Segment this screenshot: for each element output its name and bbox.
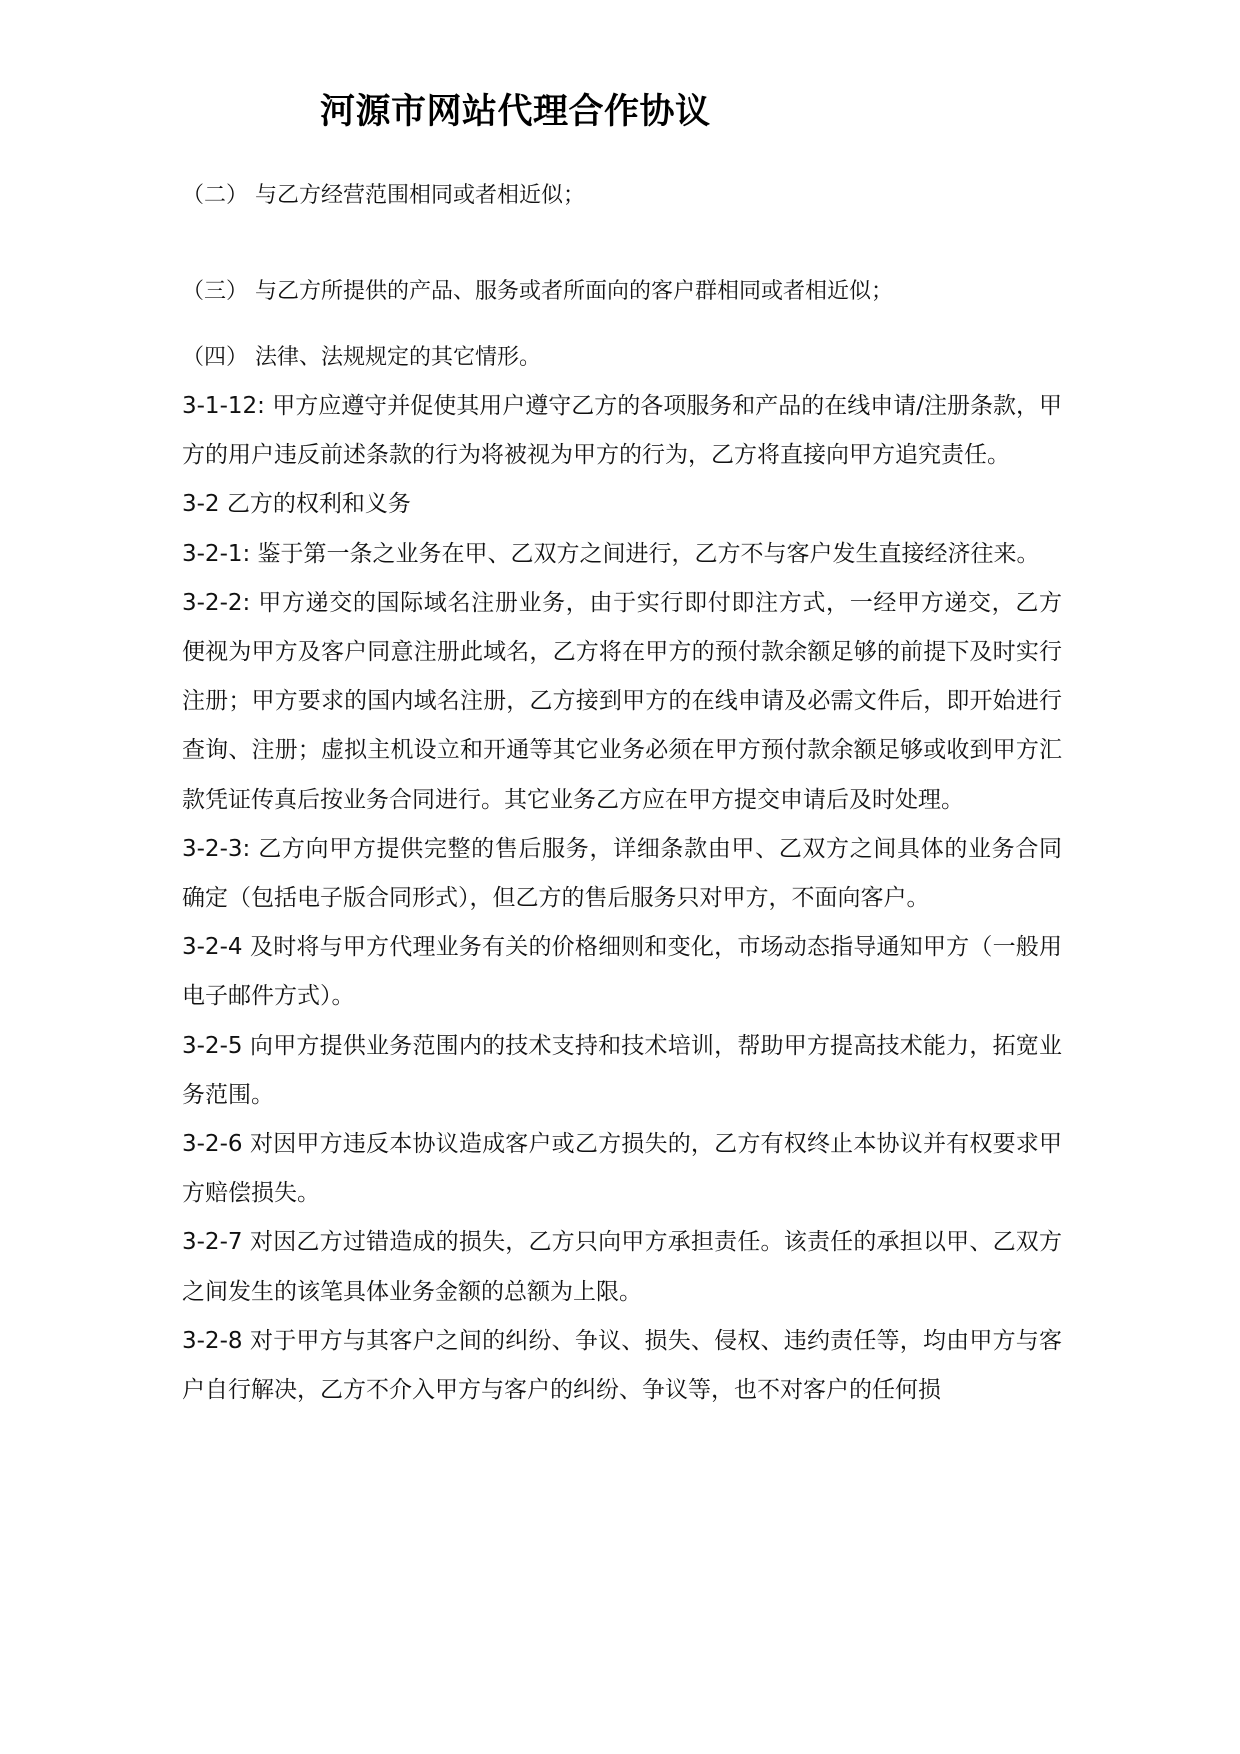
- clause-3-2-5: 3-2-5 向甲方提供业务范围内的技术支持和技术培训，帮助甲方提高技术能力，拓宽业务范围。: [182, 1032, 1062, 1108]
- clause-3-2-6: 3-2-6 对因甲方违反本协议造成客户或乙方损失的，乙方有权终止本协议并有权要求甲方赔偿损失。: [182, 1131, 1062, 1207]
- clause-3-2-3: 3-2-3: 乙方向甲方提供完整的售后服务，详细条款由甲、乙双方之间具体的业务合同确定（包括电子版合同形式），但乙方的售后服务只对甲方，不面向客户。: [182, 835, 1062, 912]
- list-item-4: （四） 法律、法规规定的其它情形。: [182, 345, 541, 370]
- clause-3-2-1: 3-2-1: 鉴于第一条之业务在甲、乙双方之间进行，乙方不与客户发生直接经济往来。: [182, 540, 1040, 567]
- list-item-3: （三） 与乙方所提供的产品、服务或者所面向的客户群相同或者相近似；: [182, 279, 893, 304]
- clause-3-1-12: 3-1-12: 甲方应遵守并促使其用户遵守乙方的各项服务和产品的在线申请/注册条款，甲方的用户违反前述条款的行为将被视为甲方的行为，乙方将直接向甲方追究责任。: [182, 393, 1062, 469]
- section-heading-3-2: 3-2 乙方的权利和义务: [182, 491, 411, 518]
- clause-3-2-2: 3-2-2: 甲方递交的国际域名注册业务，由于实行即付即注方式，一经甲方递交，乙方便视为甲方及客户同意注册此域名，乙方将在甲方的预付款余额足够的前提下及时实行注册；甲方要求的国内域名注册，乙方接到甲方的在线申请及必需文件后，即开始进行查询、注册；虚拟主机设立和开通等其它业务必须在甲方预付款余额足够或收到甲方汇款凭证传真后按业务合同进行。其它业务乙方应在甲方提交申请后及时处理。: [182, 589, 1062, 813]
- document-body: [182, 382, 1062, 1415]
- clause-3-2-4: 3-2-4 及时将与甲方代理业务有关的价格细则和变化，市场动态指导通知甲方（一般用电子邮件方式）。: [182, 934, 1062, 1010]
- list-item-2: （二） 与乙方经营范围相同或者相近似；: [182, 183, 585, 208]
- clause-3-2-8: 3-2-8 对于甲方与其客户之间的纠纷、争议、损失、侵权、违约责任等，均由甲方与客户自行解决，乙方不介入甲方与客户的纠纷、争议等，也不对客户的任何损: [182, 1327, 1062, 1404]
- document-title: 河源市网站代理合作协议: [320, 92, 711, 132]
- clause-3-2-7: 3-2-7 对因乙方过错造成的损失，乙方只向甲方承担责任。该责任的承担以甲、乙双方之间发生的该笔具体业务金额的总额为上限。: [182, 1229, 1062, 1305]
